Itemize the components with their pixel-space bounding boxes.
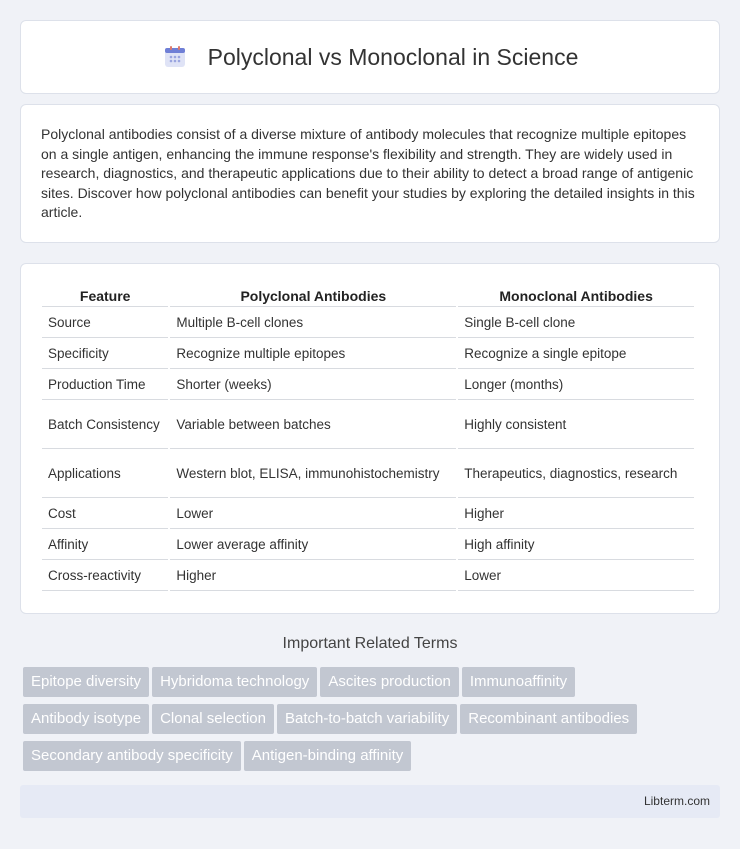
- table-header-row: [42, 284, 694, 307]
- table-cell: Source: [42, 307, 168, 338]
- related-terms-title: Important Related Terms: [282, 635, 458, 652]
- term-tag[interactable]: Ascites production: [320, 667, 459, 697]
- table-row: [42, 338, 694, 369]
- term-tag[interactable]: Hybridoma technology: [152, 667, 317, 697]
- table-cell: Applications: [42, 449, 168, 498]
- table-cell: Lower average affinity: [170, 529, 456, 560]
- table-row: [42, 449, 694, 498]
- table-cell: Lower: [170, 498, 456, 529]
- table-cell: Variable between batches: [170, 400, 456, 449]
- table-row: [42, 498, 694, 529]
- column-header: Monoclonal Antibodies: [458, 284, 694, 307]
- table-cell: Specificity: [42, 338, 168, 369]
- column-header: Feature: [42, 284, 168, 307]
- term-tag[interactable]: Recombinant antibodies: [460, 704, 637, 734]
- header-card: [20, 20, 720, 94]
- table-cell: Single B-cell clone: [458, 307, 694, 338]
- footer: [20, 785, 720, 818]
- comparison-table-card: [20, 263, 720, 614]
- table-row: [42, 560, 694, 591]
- table-cell: Production Time: [42, 369, 168, 400]
- term-tag[interactable]: Clonal selection: [152, 704, 274, 734]
- intro-text: Polyclonal antibodies consist of a diverse mixture of antibody molecules that recognize multiple epitopes on a single antigen, enhancing the immune response's flexibility and strength. They are widely used in research, diagnostics, and therapeutic applications due to their ability to detect a broad range of antigenic sites. Discover how polyclonal antibodies can benefit your studies by exploring the detailed insights in this article.: [41, 126, 695, 220]
- table-cell: Affinity: [42, 529, 168, 560]
- column-header: Polyclonal Antibodies: [170, 284, 456, 307]
- table-cell: Batch Consistency: [42, 400, 168, 449]
- term-tag[interactable]: Batch-to-batch variability: [277, 704, 457, 734]
- table-cell: High affinity: [458, 529, 694, 560]
- comparison-table: [40, 284, 696, 591]
- page-title: Polyclonal vs Monoclonal in Science: [207, 43, 579, 70]
- table-cell: Cost: [42, 498, 168, 529]
- table-cell: Shorter (weeks): [170, 369, 456, 400]
- table-cell: Highly consistent: [458, 400, 694, 449]
- table-cell: Western blot, ELISA, immunohistochemistry: [170, 449, 456, 498]
- table-row: [42, 307, 694, 338]
- term-tag[interactable]: Immunoaffinity: [462, 667, 575, 697]
- table-cell: Multiple B-cell clones: [170, 307, 456, 338]
- calendar-icon: [162, 44, 188, 70]
- table-cell: Lower: [458, 560, 694, 591]
- table-row: [42, 369, 694, 400]
- table-cell: Recognize multiple epitopes: [170, 338, 456, 369]
- table-cell: Higher: [170, 560, 456, 591]
- table-cell: Longer (months): [458, 369, 694, 400]
- table-cell: Cross-reactivity: [42, 560, 168, 591]
- table-cell: Recognize a single epitope: [458, 338, 694, 369]
- table-cell: Higher: [458, 498, 694, 529]
- table-cell: Therapeutics, diagnostics, research: [458, 449, 694, 498]
- term-tag[interactable]: Antigen-binding affinity: [244, 741, 412, 771]
- term-tag[interactable]: Secondary antibody specificity: [23, 741, 241, 771]
- footer-link[interactable]: Libterm.com: [643, 794, 710, 808]
- term-tag[interactable]: Antibody isotype: [23, 704, 149, 734]
- table-row: [42, 529, 694, 560]
- table-row: [42, 400, 694, 449]
- intro-card: [20, 104, 720, 243]
- term-tag[interactable]: Epitope diversity: [23, 667, 149, 697]
- related-terms-list: [23, 667, 723, 778]
